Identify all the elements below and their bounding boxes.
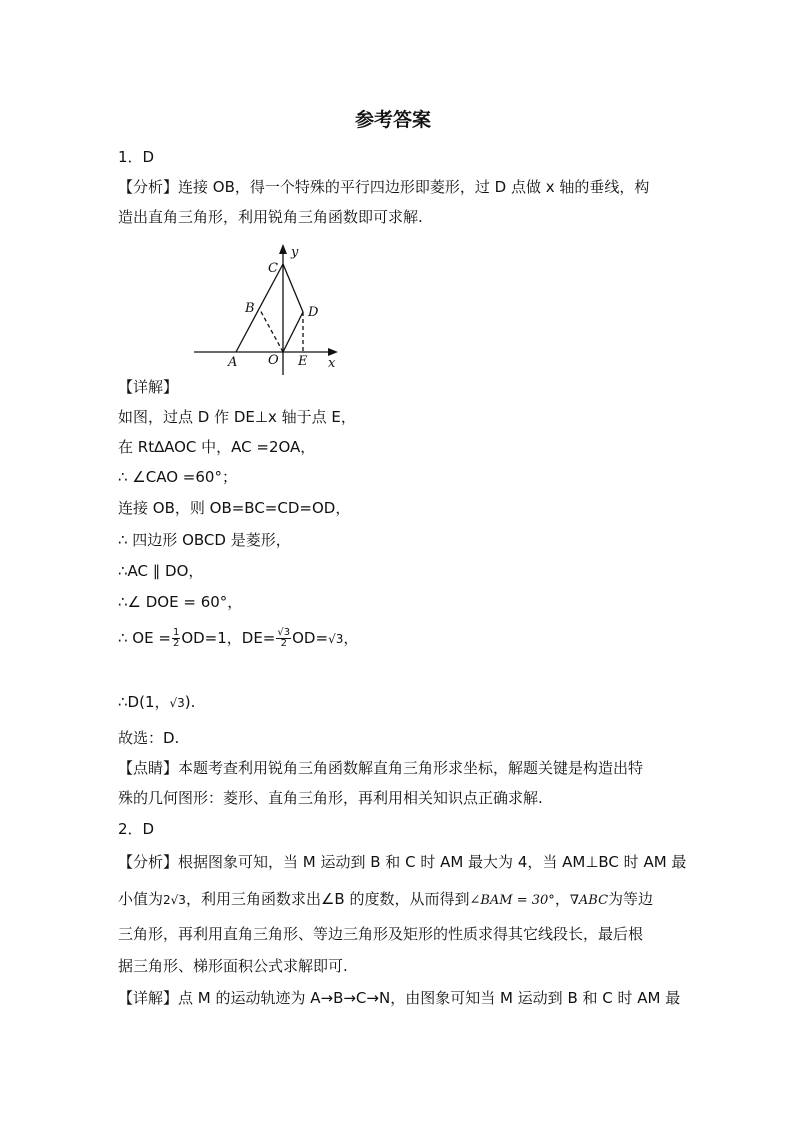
question-1-answer: 1．D	[118, 148, 155, 166]
y-axis-arrow	[279, 244, 287, 254]
q1-step-3: ∴ ∠CAO =60°；	[118, 468, 237, 486]
segment-ob	[259, 308, 283, 352]
q2-analysis-line-2: 小值为2√3，利用三角函数求出∠B 的度数，从而得到∠BAM = 30°，∇ABC为等边	[118, 890, 654, 908]
label-o: O	[268, 353, 279, 368]
page-title: 参考答案	[355, 109, 432, 131]
geometry-figure	[190, 240, 350, 375]
question-2-answer: 2．D	[118, 820, 155, 838]
sqrt-3: √3	[328, 632, 344, 646]
q2-analysis-line-4: 据三角形、梯形面积公式求解即可.	[118, 957, 348, 975]
q1-step-8-part-c: OD=	[292, 629, 329, 647]
x-axis-arrow	[328, 348, 338, 356]
segment-do	[283, 312, 303, 352]
q1-step-5: ∴ 四边形 OBCD 是菱形，	[118, 531, 291, 549]
q1-step-4: 连接 OB，则 OB=BC=CD=OD，	[118, 499, 351, 517]
label-y: y	[291, 245, 299, 260]
q2-analysis-line-1: 【分析】根据图象可知，当 M 运动到 B 和 C 时 AM 最大为 4，当 AM⊥BC 时 AM 最	[118, 853, 687, 871]
sqrt-3-coordinate: √3	[169, 696, 185, 710]
label-e: E	[298, 354, 308, 369]
label-a: A	[228, 355, 238, 370]
q2-analysis-line-3: 三角形，再利用直角三角形、等边三角形及矩形的性质求得其它线段长，最后根	[118, 925, 644, 943]
q1-step-8-part-b: OD=1，DE=	[181, 629, 276, 647]
q1-dianjing-line-1: 【点睛】本题考查利用锐角三角函数解直角三角形求坐标，解题关键是构造出特	[118, 759, 644, 777]
q1-step-9: ∴D(1，√3).	[118, 693, 196, 711]
q1-dianjing-line-2: 殊的几何图形：菱形、直角三角形，再利用相关知识点正确求解.	[118, 789, 543, 807]
q1-step-8-part-d: ，	[343, 629, 359, 647]
q1-analysis-line-2: 造出直角三角形，利用锐角三角函数即可求解.	[118, 208, 423, 226]
label-c: C	[268, 261, 278, 276]
sqrt-2-root-3: 2√3	[163, 893, 186, 907]
q1-step-8	[118, 628, 358, 649]
angle-bam-expression: ∠BAM = 30°	[469, 893, 555, 908]
q1-analysis-line-1: 【分析】连接 OB，得一个特殊的平行四边形即菱形，过 D 点做 x 轴的垂线，构	[118, 178, 650, 196]
label-d: D	[308, 305, 319, 320]
label-x: x	[328, 356, 336, 371]
fraction-one-half: $\frac{1}{2}$	[172, 627, 180, 649]
q1-step-2: 在 Rt∆AOC 中，AC =2OA，	[118, 438, 316, 456]
q1-step-1: 如图，过点 D 作 DE⊥x 轴于点 E，	[118, 408, 356, 426]
triangle-abc-expression: ∇ABC	[569, 893, 609, 908]
q1-step-6: ∴AC ∥ DO，	[118, 562, 204, 580]
q1-detail-label: 【详解】	[118, 378, 179, 396]
q1-step-7: ∴∠ DOE = 60°，	[118, 593, 243, 611]
fraction-root3-over-2: $\frac{√3}{2}$	[277, 627, 291, 649]
segment-cd	[283, 264, 303, 312]
q2-detail-line-1: 【详解】点 M 的运动轨迹为 A→B→C→N，由图象可知当 M 运动到 B 和 C 时 AM 最	[118, 989, 681, 1007]
label-b: B	[245, 301, 255, 316]
q1-step-8-part-a: ∴ OE =	[118, 629, 171, 647]
q1-conclusion: 故选：D.	[118, 729, 180, 747]
